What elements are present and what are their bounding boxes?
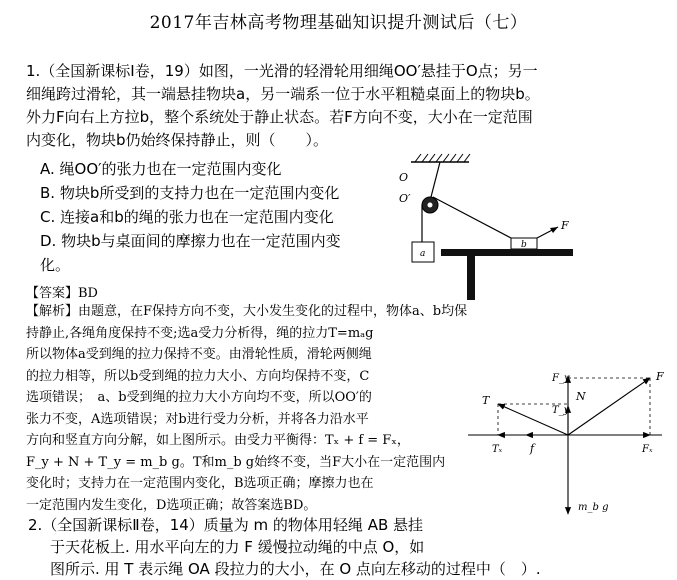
page-title: 2017年吉林高考物理基础知识提升测试后（七）: [149, 13, 528, 33]
question-1-options: [40, 157, 341, 277]
force-diagram: [462, 368, 672, 518]
analysis-line: 的拉力相等，所以b受到绳的拉力大小、方向均保持不变，C: [26, 368, 370, 384]
analysis-line: 变化时；支持力在一定范围内变化，B选项正确；摩擦力也在: [26, 476, 374, 491]
answer-line: 【答案】BD: [26, 286, 98, 301]
option-d-continued: 化。: [40, 256, 71, 274]
analysis-line: 一定范围内发生变化，D选项正确；故答案选BD。: [26, 497, 317, 513]
question-1-line: 细绳跨过滑轮，其一端悬挂物块a，另一端系一位于水平粗糙桌面上的物块b。: [26, 85, 540, 103]
label-Fy: F_y: [552, 373, 570, 384]
label-T: T: [482, 394, 490, 407]
table-leg: [467, 256, 475, 300]
analysis-line: 所以物体a受到绳的拉力保持不变。由滑轮性质，滑轮两侧绳: [26, 347, 372, 362]
label-f: f: [530, 442, 535, 455]
label-O-prime: O′: [399, 192, 411, 205]
question-2-stem: [28, 514, 541, 580]
label-N: N: [576, 390, 586, 403]
question-1-line: 1.（全国新课标Ⅰ卷，19）如图，一光滑的轻滑轮用细绳OO′悬挂于O点；另一: [26, 62, 538, 80]
option-c: C. 连接a和b的绳的张力也在一定范围内变化: [40, 208, 334, 226]
option-b: B. 物块b所受到的支持力也在一定范围内变化: [40, 184, 340, 202]
question-1-line: 外力F向右上方拉b，整个系统处于静止状态。若F方向不变，大小在一定范围: [26, 108, 533, 126]
label-O: O: [399, 171, 409, 184]
question-1-stem: [26, 60, 540, 152]
label-mbg: m_b g: [578, 502, 609, 513]
analysis-text: [26, 301, 467, 516]
question-1-line: 内变化，物块b仍始终保持静止，则（ ）。: [26, 131, 329, 149]
question-2-line: 图所示. 用 T 表示绳 OA 段拉力的大小，在 O 点向左移动的过程中（ ）.: [50, 560, 541, 578]
analysis-line: 选项错误； a、b受到绳的拉力大小方向均不变，所以OO′的: [26, 390, 372, 405]
pulley-figure: [395, 150, 595, 300]
analysis-line: F_y + N + T_y = m_b g。T和m_b g始终不变，当F大小在一定范围内: [26, 454, 446, 470]
question-2-line: 2.（全国新课标Ⅱ卷，14）质量为 m 的物体用轻绳 AB 悬挂: [28, 516, 424, 534]
analysis-line: 方向和竖直方向分解，如上图所示。由受力平衡得：Tₓ + f = Fₓ，: [26, 433, 410, 448]
analysis-line: 张力不变，A选项错误；对b进行受力分析，并将各力沿水平: [26, 411, 369, 427]
label-Tx: Tₓ: [492, 444, 503, 455]
label-a: a: [420, 249, 426, 259]
option-a: A. 绳OO′的张力也在一定范围内变化: [40, 160, 282, 178]
label-Ty: T_y: [552, 405, 570, 416]
analysis-line: 持静止,各绳角度保持不变;选a受力分析得，绳的拉力T=mₐg: [26, 325, 374, 341]
label-Fx: Fₓ: [642, 444, 653, 455]
table-top: [441, 249, 573, 256]
label-F-force: F: [656, 370, 664, 383]
option-d: D. 物块b与桌面间的摩擦力也在一定范围内变: [40, 232, 341, 250]
label-F: F: [561, 219, 569, 232]
label-b: b: [521, 240, 527, 250]
question-2-line: 于天花板上. 用水平向左的力 F 缓慢拉动绳的中点 O，如: [50, 538, 425, 556]
analysis-line: 【解析】由题意，在F保持方向不变，大小发生变化的过程中，物体a、b均保: [26, 304, 468, 319]
